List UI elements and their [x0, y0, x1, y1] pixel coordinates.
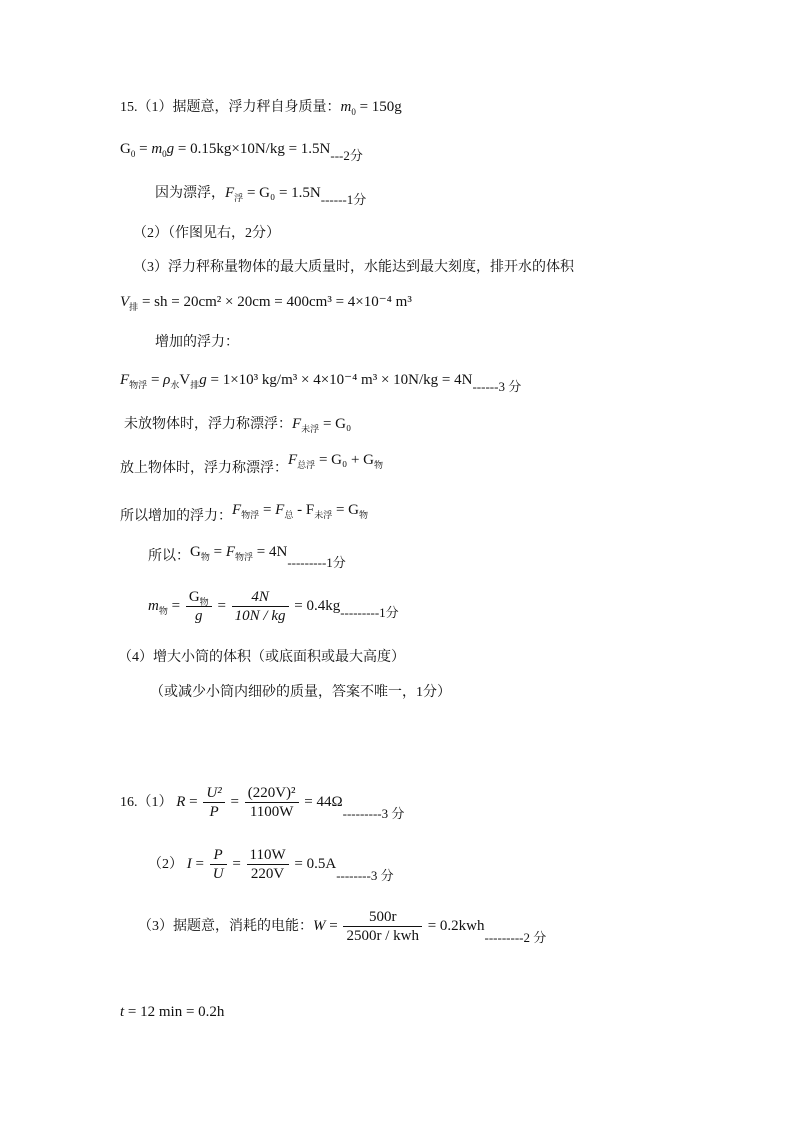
- so-increase-text: 所以增加的浮力：: [120, 509, 232, 524]
- float-text: 因为漂浮，: [155, 186, 225, 201]
- g0-formula: $G_0 = m_0g = 0.15kg\times 10N/kg = 1.5N$: [120, 141, 331, 159]
- q15-line-so: [148, 544, 346, 570]
- loaded-text: 放上物体时，浮力称漂浮：: [120, 461, 288, 476]
- q15-line-m0: [120, 97, 402, 118]
- mass-fraction-1: $\frac{G_物}{g}$: [186, 588, 212, 625]
- q15-line-loaded: [120, 452, 384, 479]
- r-score: ---------3 分: [342, 805, 405, 821]
- q16-part3-text: （3）据题意，消耗的电能：: [138, 918, 313, 934]
- q15-line-unloaded: [124, 414, 351, 435]
- q16-line-i: （2） I = $\frac{P}{U}$ = $\frac{110W}{220V}$ = 0.5A--------3 分: [148, 847, 394, 883]
- q15-part2: （2）（作图见右，2分）: [133, 226, 280, 241]
- r-result: = 44Ω: [304, 793, 343, 810]
- vpai-formula: = sh = 20cm² × 20cm = 400cm³ = 4×10⁻⁴ m³: [141, 294, 412, 310]
- fwf-formula: $F_{物浮} = \rho_水V_排g = 1\times 10^3$ kg/m³ × 4×10⁻⁴ m³ × 10N/kg = 4N: [120, 372, 473, 390]
- q15-part4b: （或减少小筒内细砂的质量，答案不唯一，1分）: [150, 685, 451, 700]
- so-text: 所以：: [148, 549, 190, 564]
- i-result: = 0.5A: [294, 855, 337, 872]
- q16-line-w: [138, 908, 546, 945]
- w-formula: W = $\frac{500r}{\text{2500r / kwh}}$ = 0.2kwh: [313, 909, 485, 944]
- q15-line-g0: [120, 139, 363, 163]
- i-score: --------3 分: [336, 867, 394, 883]
- w-score: ---------2 分: [484, 929, 547, 945]
- q15-line-so-increase: [120, 502, 369, 527]
- float-score: ------1分: [320, 192, 367, 207]
- q15-line-float: [155, 183, 367, 207]
- r-fraction-2: $\frac{\text{(220V)²}}{1100W}$: [245, 784, 299, 821]
- unloaded-formula: $F_{未浮} = G_0$: [292, 416, 352, 434]
- fwf-score: ------3 分: [472, 379, 522, 394]
- q15-increase-text: 增加的浮力：: [155, 335, 239, 350]
- q15-line-mass: $m_物$ = $\frac{G_物}{g}$ = $\frac{4N}{10N / kg}$ = 0.4kg---------1分: [148, 589, 399, 624]
- mass-fraction-2: $\frac{4N}{10N / kg}$: [232, 588, 289, 625]
- i-fraction-1: $\frac{P}{U}$: [210, 846, 227, 883]
- so-formula: $G_物 = F_{物浮} = 4N$: [190, 544, 288, 562]
- mass-score: ---------1分: [340, 604, 399, 620]
- q16-part1-label: 16.（1）: [120, 794, 173, 810]
- q15-part3: （3）浮力秤称量物体的最大质量时，水能达到最大刻度，排开水的体积: [133, 260, 574, 275]
- so-increase-formula: $F_{物浮} = F_总 - F_{未浮} = G_物$: [232, 502, 369, 520]
- q15-line-fwf: [120, 370, 522, 394]
- so-score: ---------1分: [287, 555, 346, 570]
- q16-line-t: t = 12 min = 0.2h: [120, 1004, 225, 1020]
- q15-intro: 15.（1）据题意，浮力秤自身质量：: [120, 100, 341, 115]
- g0-score: ---2分: [330, 148, 363, 163]
- t-formula: = 12 min = 0.2h: [127, 1004, 225, 1020]
- i-fraction-2: $\frac{110W}{220V}$: [247, 846, 289, 883]
- mass-result: = 0.4kg: [294, 597, 341, 614]
- q15-part4: （4）增大小筒的体积（或底面积或最大高度）: [118, 650, 405, 665]
- r-fraction-1: $\frac{\text{U²}}{P}$: [203, 784, 224, 821]
- q15-line-vpai: $V_排$ = sh = 20cm² × 20cm = 400cm³ = 4×10⁻⁴ m³: [120, 294, 412, 312]
- loaded-formula: $F_{总浮} = G_0 + G_物$: [288, 452, 384, 470]
- m0-formula: $m_0 = 150g$: [340, 99, 402, 117]
- q16-line-r: 16.（1） R = $\frac{\text{U²}}{P}$ = $\frac{\text{(220V)²}}{1100W}$ = 44Ω---------3 分: [120, 785, 405, 821]
- float-formula: $F_浮 = G_0 = 1.5N$: [225, 185, 321, 203]
- w-fraction: $\frac{500r}{\text{2500r / kwh}}$: [343, 908, 422, 945]
- unloaded-text: 未放物体时，浮力称漂浮：: [124, 417, 292, 432]
- q16-part2-label: （2）: [148, 856, 183, 872]
